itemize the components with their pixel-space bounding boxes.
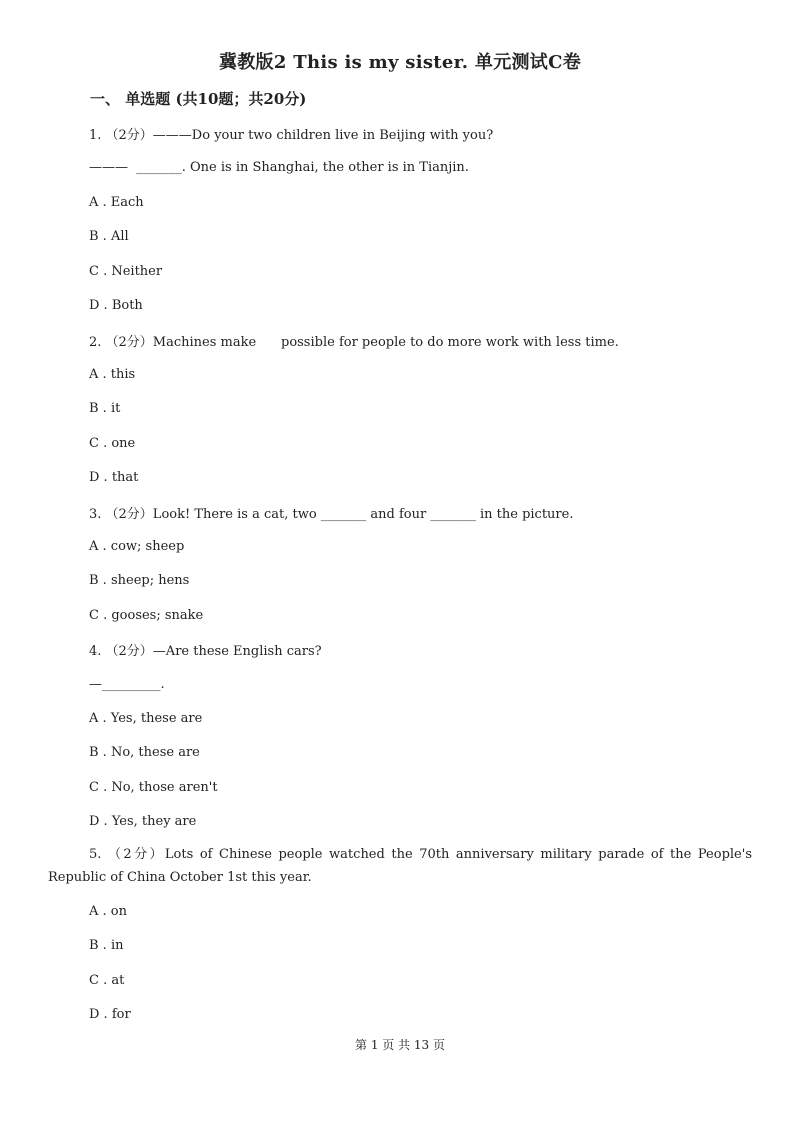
question-2-option-b: B . it [89, 401, 121, 416]
question-2-stem: 2. （2分）Machines make possible for people to do more work with less time. [89, 335, 619, 350]
question-4-option-c: C . No, those aren't [89, 780, 218, 795]
question-3-stem: 3. （2分）Look! There is a cat, two _______ and four _______ in the picture. [89, 507, 574, 522]
question-1-stem-continuation: ——— _______. One is in Shanghai, the other is in Tianjin. [89, 160, 469, 175]
document-title: 冀教版2 This is my sister. 单元测试C卷 [218, 52, 582, 73]
page-footer: 第 1 页 共 13 页 [355, 1038, 445, 1052]
question-4-stem-continuation: —_________. [89, 677, 165, 692]
question-5-option-d: D . for [89, 1007, 131, 1022]
question-5-stem: 5. （2分）Lots of Chinese people watched the 70th anniversary military parade of the People's Republic of China October 1st this year. [48, 847, 752, 885]
question-1-option-c: C . Neither [89, 264, 163, 279]
question-3-option-b: B . sheep; hens [89, 573, 190, 588]
question-4-option-a: A . Yes, these are [89, 711, 203, 726]
question-4-option-d: D . Yes, they are [89, 814, 197, 829]
question-3-option-c: C . gooses; snake [89, 608, 204, 623]
question-1-option-a: A . Each [89, 195, 144, 210]
question-4-stem: 4. （2分）—Are these English cars? [89, 644, 322, 659]
question-2-option-c: C . one [89, 436, 136, 451]
question-4-option-b: B . No, these are [89, 745, 200, 760]
section-heading: 一、 单选题 (共10题；共20分) [90, 90, 307, 108]
question-1-option-d: D . Both [89, 298, 143, 313]
question-3-option-a: A . cow; sheep [89, 539, 185, 554]
question-1-stem: 1. （2分）———Do your two children live in Beijing with you? [89, 128, 494, 143]
question-2-option-a: A . this [89, 367, 136, 382]
question-2-option-d: D . that [89, 470, 139, 485]
question-5-option-c: C . at [89, 973, 125, 988]
question-5-option-b: B . in [89, 938, 124, 953]
question-1-option-b: B . All [89, 229, 129, 244]
question-5-option-a: A . on [89, 904, 127, 919]
